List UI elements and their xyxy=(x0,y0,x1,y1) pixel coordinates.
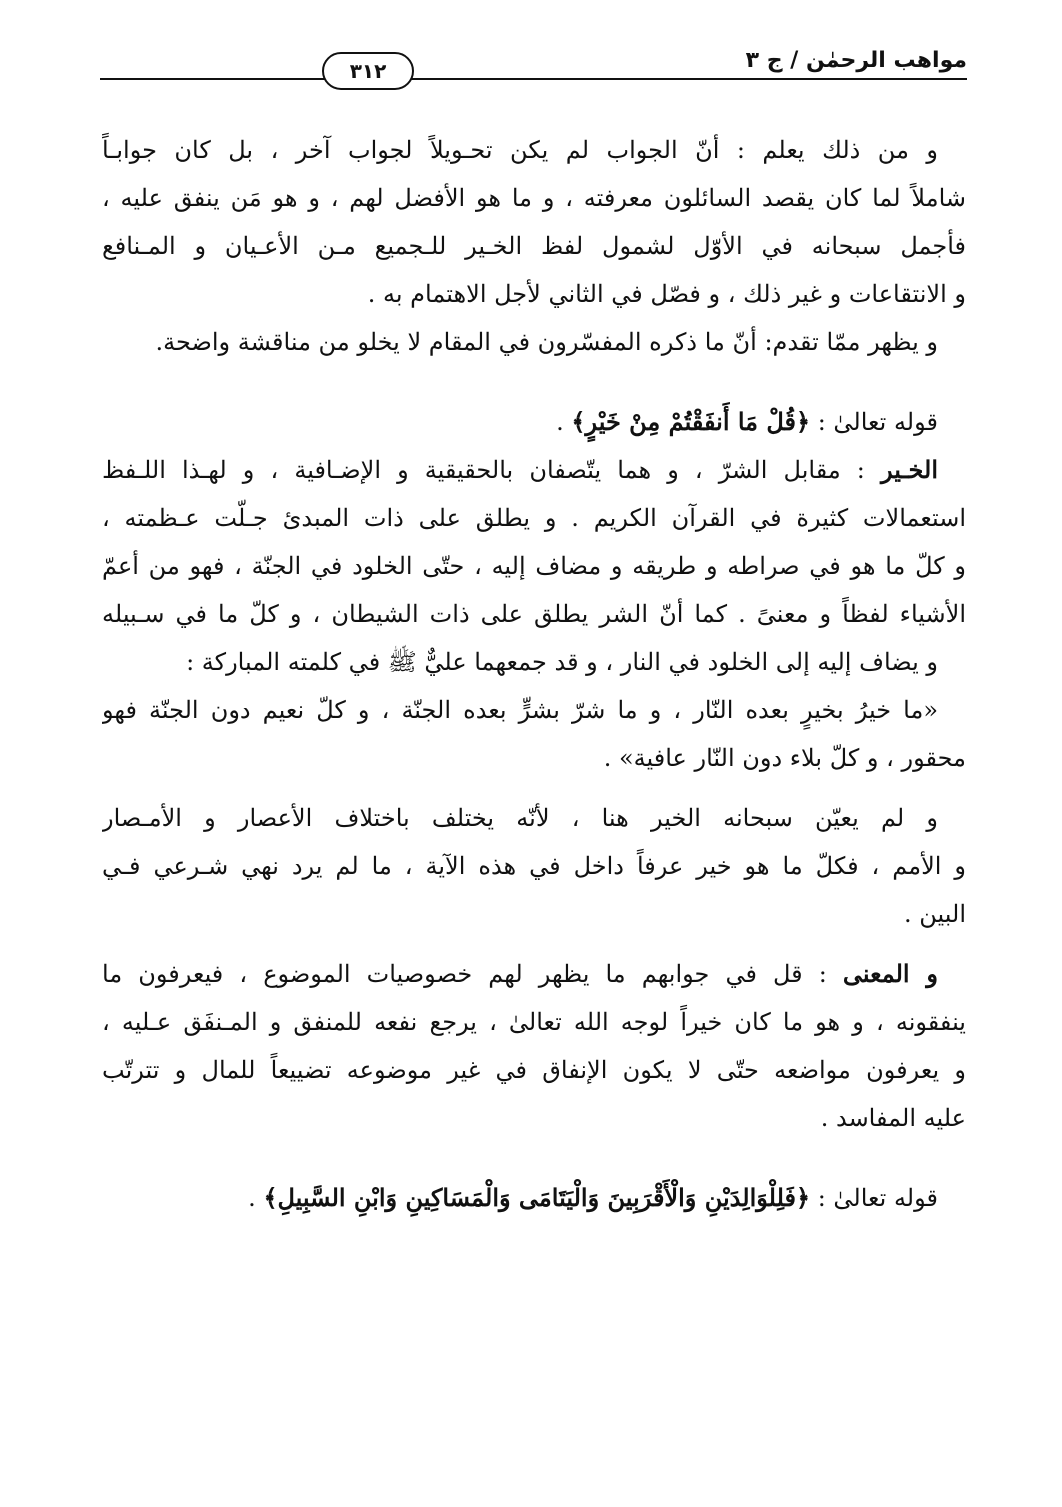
verse-heading-1 xyxy=(102,398,966,446)
text-line: الأشياء لفظاً و معنىً . كما أنّ الشر يطلق على ذات الشيطان ، و كلّ ما في سـبيله xyxy=(102,600,966,628)
text-line: و من ذلك يعلم : أنّ الجواب لم يكن تحـويلاً لجواب آخر ، بل كان جوابـاً xyxy=(102,136,938,164)
quran-verse: ﴿فَلِلْوَالِدَيْنِ وَالْأَقْرَبِينَ وَالْيَتَامَى وَالْمَسَاكِينِ وَابْنِ السَّبِيلِ﴾ xyxy=(263,1183,811,1212)
text-line xyxy=(102,950,966,998)
text-line: عليه المفاسد . xyxy=(820,1104,966,1132)
book-title: مواهب الرحمٰن / ج ٣ xyxy=(745,48,967,73)
page-body xyxy=(102,126,966,1222)
page-header xyxy=(100,40,967,96)
text-line: و الأمم ، فكلّ ما هو خير عرفاً داخل في هذه الآية ، ما لم يرد نهي شـرعي فـي xyxy=(102,852,966,880)
spacer xyxy=(102,366,966,398)
text-line: و لم يعيّن سبحانه الخير هنا ، لأنّه يختلف باختلاف الأعصار و الأمـصار xyxy=(102,804,938,832)
page-number: ٣١٢ xyxy=(322,52,414,90)
term-text: : قل في جوابهم ما يظهر لهم خصوصيات الموضوع ، فيعرفون ما xyxy=(102,960,843,988)
verse-intro: قوله تعالىٰ : xyxy=(810,408,938,436)
text-line: و الانتقاعات و غير ذلك ، و فصّل في الثاني لأجل الاهتمام به . xyxy=(367,280,966,308)
header-rule xyxy=(100,78,967,80)
term-heading: و المعنى xyxy=(842,959,939,988)
verse-end: . xyxy=(556,408,572,436)
text-line: «ما خيرُ بخيرٍ بعده النّار ، و ما شرّ بشرٍّ بعده الجنّة ، و كلّ نعيم دون الجنّة فهو xyxy=(102,696,938,724)
text-line: و يضاف إليه إلى الخلود في النار ، و قد جمعهما عليٌّ ﷺ في كلمته المباركة : xyxy=(186,648,938,676)
verse-intro: قوله تعالىٰ : xyxy=(810,1184,938,1212)
text-line: و يعرفون مواضعه حتّى لا يكون الإنفاق في غير موضوعه تضييعاً للمال و تترتّب xyxy=(102,1056,966,1084)
text-line: ينفقونه ، و هو ما كان خيراً لوجه الله تعالىٰ ، يرجع نفعه للمنفق و المـنفَق عـليه ، xyxy=(102,1008,966,1036)
spacer xyxy=(102,782,966,794)
text-line: استعمالات كثيرة في القرآن الكريم . و يطلق على ذات المبدئ جـلّت عـظمته ، xyxy=(102,504,966,532)
verse-heading-2 xyxy=(102,1174,966,1222)
paragraph-commentators-note xyxy=(102,318,966,366)
paragraph-khayr-definition xyxy=(102,446,966,686)
text-line xyxy=(102,446,966,494)
text-line: فأجمل سبحانه في الأوّل لشمول لفظ الخـير للـجميع مـن الأعـيان و المـنافع xyxy=(102,232,966,260)
term-heading: الخـير xyxy=(881,455,938,484)
text-line: محقور ، و كلّ بلاء دون النّار عافية» . xyxy=(603,744,966,772)
paragraph-khayr-unspecified xyxy=(102,794,966,938)
paragraph-meaning xyxy=(102,950,966,1142)
text-line: البين . xyxy=(904,900,966,928)
quran-verse: ﴿قُلْ مَا أَنفَقْتُمْ مِنْ خَيْرٍ﴾ xyxy=(571,407,811,436)
spacer xyxy=(102,1142,966,1174)
spacer xyxy=(102,938,966,950)
term-text: : مقابل الشرّ ، و هما يتّصفان بالحقيقية و الإضـافية ، و لهـذا اللـفظ xyxy=(102,456,881,484)
text-line: و يظهر ممّا تقدم: أنّ ما ذكره المفسّرون في المقام لا يخلو من مناقشة واضحة. xyxy=(155,328,938,356)
text-line: و كلّ ما هو في صراطه و طريقه و مضاف إليه ، حتّى الخلود في الجنّة ، فهو من أعمّ xyxy=(102,552,966,580)
paragraph-answer-explanation xyxy=(102,126,966,318)
verse-end: . xyxy=(248,1184,264,1212)
text-line: شاملاً لما كان يقصد السائلون معرفته ، و ما هو الأفضل لهم ، و هو مَن ينفق عليه ، xyxy=(102,184,966,212)
quotation xyxy=(102,686,966,782)
